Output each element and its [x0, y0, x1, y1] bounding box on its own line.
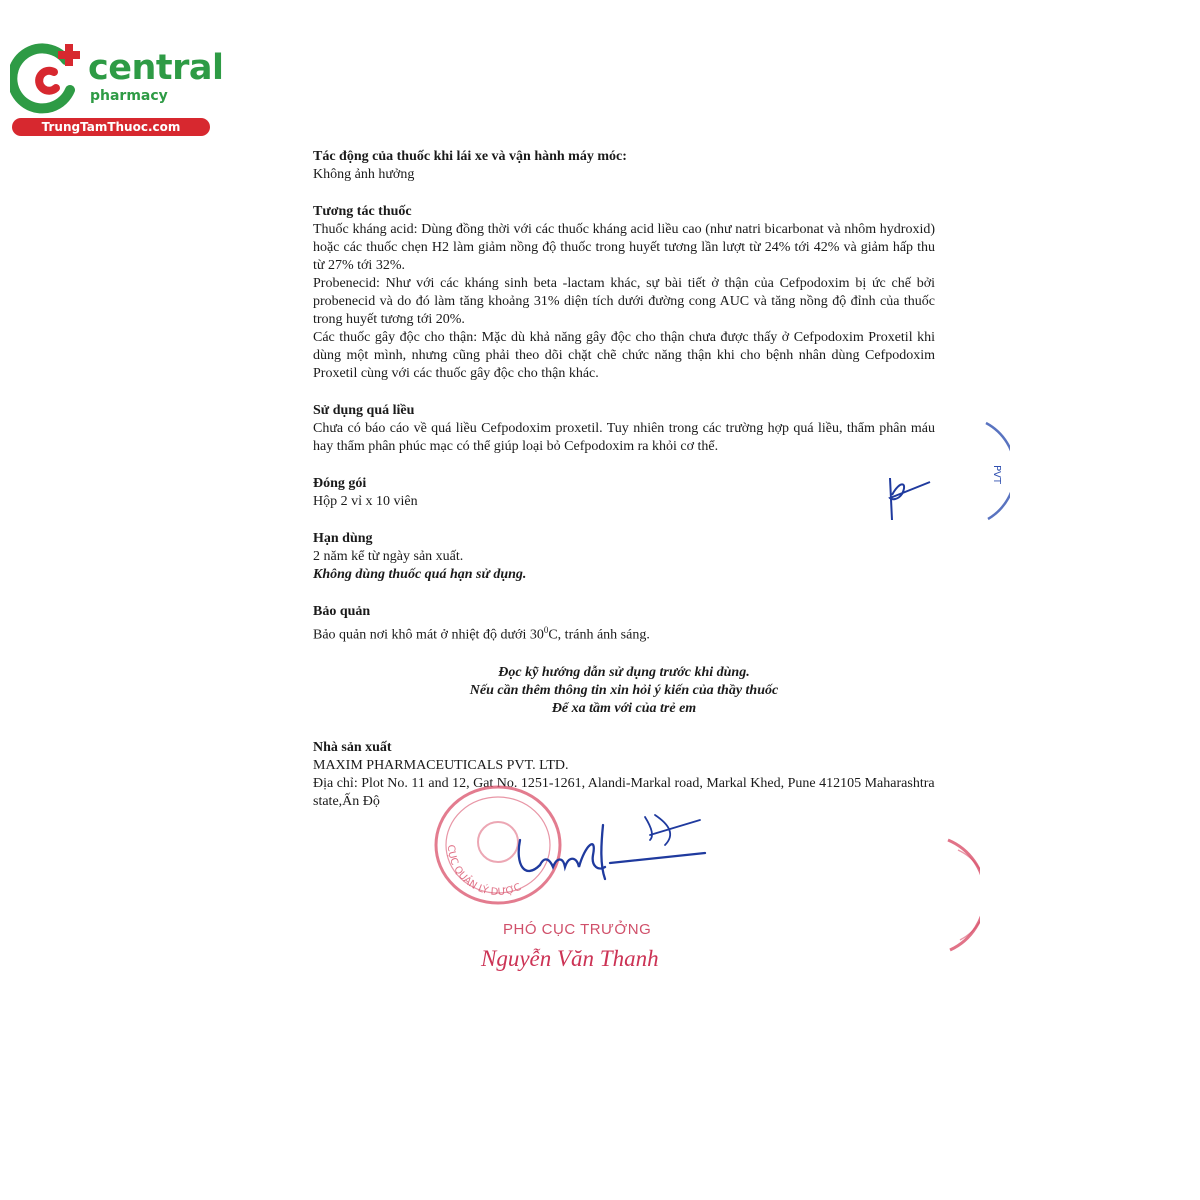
- handwritten-signature-icon: [505, 805, 715, 890]
- signer-name: Nguyễn Văn Thanh: [481, 946, 659, 971]
- signer-title: PHÓ CỤC TRƯỞNG: [503, 921, 652, 938]
- side-seal-text: PVT: [991, 465, 1002, 484]
- paragraph: Thuốc kháng acid: Dùng đồng thời với các thuốc kháng acid liều cao (như natri bicarbonat và nhôm hydroxid) hoặc các thuốc chẹn H2 làm giảm nồng độ thuốc trong huyết tương lần lượt từ 24% tới 42% và giảm hấp thu từ 27% tới 32%.: [313, 222, 935, 273]
- section-text: [313, 621, 935, 645]
- section-title: Tương tác thuốc: [313, 204, 412, 219]
- storage-text-before: Bảo quản nơi khô mát ở nhiệt độ dưới 30: [313, 627, 544, 643]
- section-text: Hộp 2 vỉ x 10 viên: [313, 494, 418, 509]
- paragraph: Probenecid: Như với các kháng sinh beta -lactam khác, sự bài tiết ở thận của Cefpodoxim bị ức chế bởi probenecid và do đó làm tăng khoảng 31% diện tích dưới đường cong AUC và tăng nồng độ đỉnh của thuốc trong huyết tương tới 20%.: [313, 276, 935, 327]
- notice-line: Nếu cần thêm thông tin xin hỏi ý kiến của thầy thuốc: [469, 682, 779, 698]
- initials-signature-icon: [880, 470, 940, 525]
- logo-subtitle: pharmacy: [90, 88, 168, 104]
- section-title: Nhà sản xuất: [313, 739, 392, 755]
- notice-block: [313, 664, 935, 718]
- manufacturer-name: MAXIM PHARMACEUTICALS PVT. LTD.: [313, 757, 569, 773]
- section-text: Chưa có báo cáo về quá liều Cefpodoxim proxetil. Tuy nhiên trong các trường hợp quá liều, thẩm phân máu hay thẩm phân phúc mạc có thể giúp loại bỏ Cefpodoxim ra khỏi cơ thể.: [313, 421, 935, 454]
- section-overdose: [313, 402, 935, 456]
- central-pharmacy-logo-icon: [10, 38, 90, 116]
- logo-website: TrungTamThuoc.com: [12, 118, 210, 136]
- section-title: Hạn dùng: [313, 531, 373, 546]
- seal-text: CỤC QUẢN LÝ DƯỢC: [444, 844, 524, 899]
- manufacturer-address: Địa chỉ: Plot No. 11 and 12, Gat No. 1251-1261, Alandi-Markal road, Markal Khed, Pune 412105 Maharashtra state,Ấn Độ: [313, 775, 935, 809]
- expiry-warning: Không dùng thuốc quá hạn sử dụng.: [313, 567, 527, 582]
- section-text: 2 năm kể từ ngày sản xuất.: [313, 549, 464, 564]
- section-title: Bảo quản: [313, 604, 371, 619]
- section-interactions: [313, 203, 935, 383]
- section-driving: [313, 148, 935, 184]
- notice-line: Đọc kỹ hướng dẫn sử dụng trước khi dùng.: [498, 664, 750, 680]
- section-storage: [313, 603, 935, 645]
- document-body: [313, 148, 935, 830]
- section-manufacturer: [313, 739, 935, 811]
- paragraph: Các thuốc gây độc cho thận: Mặc dù khả năng gây độc cho thận chưa được thấy ở Cefpodoxim Proxetil khi dùng một mình, nhưng cũng phải theo dõi chặt chẽ chức năng thận khi cho bệnh nhân dùng Cefpodoxim Proxetil cùng với các thuốc gây độc cho thận khác.: [313, 330, 935, 381]
- section-title: Sử dụng quá liều: [313, 403, 415, 418]
- section-expiry: [313, 530, 935, 584]
- notice-line: Để xa tầm với của trẻ em: [551, 700, 697, 716]
- brand-logo: [10, 38, 224, 138]
- section-packaging: [313, 475, 935, 511]
- degree-superscript: 0: [543, 625, 549, 635]
- logo-name: central: [88, 48, 224, 88]
- section-text: Không ảnh hưởng: [313, 167, 415, 182]
- partial-blue-stamp-icon: [980, 415, 1010, 525]
- storage-text-after: C, tránh ánh sáng.: [548, 627, 650, 643]
- partial-stamp-icon: [940, 830, 980, 960]
- section-title: Đóng gói: [313, 476, 367, 491]
- section-title: Tác động của thuốc khi lái xe và vận hành máy móc:: [313, 149, 627, 164]
